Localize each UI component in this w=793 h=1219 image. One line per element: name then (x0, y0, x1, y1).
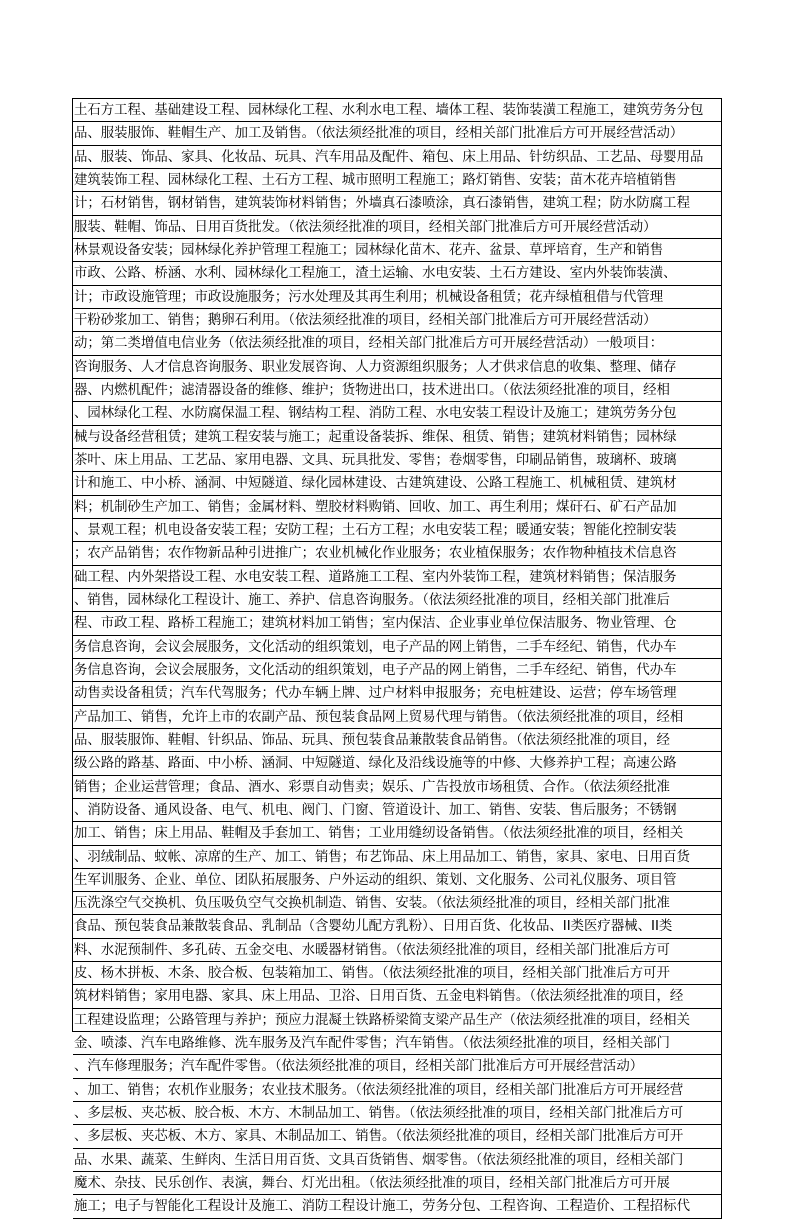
table-row: 土石方工程、基础建设工程、园林绿化工程、水利水电工程、墙体工程、装饰装潢工程施工，建筑劳务分包 (73, 99, 722, 122)
table-row: 动；第二类增值电信业务（依法须经批准的项目，经相关部门批准后方可开展经营活动）一般项目： (73, 332, 722, 355)
table-row: 魔术、杂技、民乐创作、表演，舞台、灯光出租。（依法须经批准的项目，经相关部门批准后方可开展 (73, 1172, 722, 1195)
table-row: 、加工、销售；农机作业服务；农业技术服务。（依法须经批准的项目，经相关部门批准后方可开展经营 (73, 1079, 722, 1102)
table-row: 咨询服务、人才信息咨询服务、职业发展咨询、人力资源组织服务；人才供求信息的收集、整理、储存 (73, 356, 722, 379)
table-row: 金、喷漆、汽车电路维修、洗车服务及汽车配件零售；汽车销售。（依法须经批准的项目，经相关部门 (73, 1032, 722, 1055)
table-row: 品、服装服饰、鞋帽生产、加工及销售。（依法须经批准的项目，经相关部门批准后方可开展经营活动） (73, 122, 722, 145)
table-row: 务信息咨询，会议会展服务，文化活动的组织策划，电子产品的网上销售，二手车经纪、销售，代办车 (73, 659, 722, 682)
table-row: 、多层板、夹芯板、木方、家具、木制品加工、销售。（依法须经批准的项目，经相关部门批准后方可开 (73, 1125, 722, 1148)
table-row: 品、水果、蔬菜、生鲜肉、生活日用百货、文具百货销售、烟零售。（依法须经批准的项目，经相关部门 (73, 1149, 722, 1172)
table-row: 料、水泥预制件、多孔砖、五金交电、水暖器材销售。（依法须经批准的项目，经相关部门批准后方可 (73, 939, 722, 962)
table-row: 计；石材销售，钢材销售，建筑装饰材料销售；外墙真石漆喷涂，真石漆销售，建筑工程；防水防腐工程 (73, 192, 722, 215)
table-row: 品、服装服饰、鞋帽、针织品、饰品、玩具、预包装食品兼散装食品销售。（依法须经批准的项目，经 (73, 729, 722, 752)
table-row: 加工、销售；床上用品、鞋帽及手套加工、销售；工业用缝纫设备销售。（依法须经批准的项目，经相关 (73, 822, 722, 845)
table-row: 工程建设监理；公路管理与养护；预应力混凝土铁路桥梁简支梁产品生产（依法须经批准的项目，经相关 (73, 1009, 722, 1032)
table-row: 级公路的路基、路面、中小桥、涵洞、中短隧道、绿化及沿线设施等的中修、大修养护工程；高速公路 (73, 752, 722, 775)
table-row: 茶叶、床上用品、工艺品、家用电器、文具、玩具批发、零售；卷烟零售，印刷品销售，玻璃杯、玻璃 (73, 449, 722, 472)
business-scope-table (72, 98, 722, 1215)
table-row: 、销售，园林绿化工程设计、施工、养护、信息咨询服务。（依法须经批准的项目，经相关部门批准后 (73, 589, 722, 612)
table-row: 压洗涤空气交换机、负压吸负空气交换机制造、销售、安装。（依法须经批准的项目，经相关部门批准 (73, 892, 722, 915)
table-row: 务信息咨询，会议会展服务，文化活动的组织策划，电子产品的网上销售，二手车经纪、销售，代办车 (73, 636, 722, 659)
table-row: 动售卖设备租赁；汽车代驾服务；代办车辆上牌、过户材料申报服务；充电桩建设、运营；停车场管理 (73, 682, 722, 705)
table-row: 程、市政工程、路桥工程施工；建筑材料加工销售；室内保洁、企业事业单位保洁服务、物业管理、仓 (73, 612, 722, 635)
table-row: 、园林绿化工程、水防腐保温工程、钢结构工程、消防工程、水电安装工程设计及施工；建筑劳务分包 (73, 402, 722, 425)
table-row: 、汽车修理服务；汽车配件零售。（依法须经批准的项目，经相关部门批准后方可开展经营活动） (73, 1055, 722, 1078)
table-row: 计；市政设施管理；市政设施服务；污水处理及其再生利用；机械设备租赁；花卉绿植租借与代管理 (73, 286, 722, 309)
table-row: 、多层板、夹芯板、胶合板、木方、木制品加工、销售。（依法须经批准的项目，经相关部门批准后方可 (73, 1102, 722, 1125)
table-row: 、消防设备、通风设备、电气、机电、阀门、门窗、管道设计、加工、销售、安装、售后服务；不锈钢 (73, 799, 722, 822)
table-row: 、景观工程；机电设备安装工程；安防工程；土石方工程；水电安装工程；暖通安装；智能化控制安装 (73, 519, 722, 542)
table-row: 市政、公路、桥涵、水利、园林绿化工程施工，渣土运输、水电安装、土石方建设、室内外装饰装潢、 (73, 262, 722, 285)
table-row: 食品、预包装食品兼散装食品、乳制品（含婴幼儿配方乳粉）、日用百货、化妆品、II类医疗器械、II类 (73, 915, 722, 938)
table-row: 林景观设备安装；园林绿化养护管理工程施工；园林绿化苗木、花卉、盆景、草坪培育，生产和销售 (73, 239, 722, 262)
table-row: 皮、杨木拼板、木条、胶合板、包装箱加工、销售。（依法须经批准的项目，经相关部门批准后方可开 (73, 962, 722, 985)
table-row: 计和施工、中小桥、涵洞、中短隧道、绿化园林建设、古建筑建设、公路工程施工、机械租赁、建筑材 (73, 472, 722, 495)
table-row: 建筑装饰工程、园林绿化工程、土石方工程、城市照明工程施工；路灯销售、安装；苗木花卉培植销售 (73, 169, 722, 192)
table-row: 础工程、内外架搭设工程、水电安装工程、道路施工工程、室内外装饰工程，建筑材料销售；保洁服务 (73, 566, 722, 589)
table-row: 服装、鞋帽、饰品、日用百货批发。（依法须经批准的项目，经相关部门批准后方可开展经营活动） (73, 216, 722, 239)
table-row: 械与设备经营租赁；建筑工程安装与施工；起重设备装拆、维保、租赁、销售；建筑材料销售；园林绿 (73, 426, 722, 449)
table-row: 产品加工、销售，允许上市的农副产品、预包装食品网上贸易代理与销售。（依法须经批准的项目，经相 (73, 706, 722, 729)
table-row: 生军训服务、企业、单位、团队拓展服务、户外运动的组织、策划、文化服务、公司礼仪服务、项目管 (73, 869, 722, 892)
table-row: 干粉砂浆加工、销售；鹅卵石利用。（依法须经批准的项目，经相关部门批准后方可开展经营活动） (73, 309, 722, 332)
table-row: 销售；企业运营管理；食品、酒水、彩票自动售卖；娱乐、广告投放市场租赁、合作。（依法须经批准 (73, 776, 722, 799)
table-row: 施工；电子与智能化工程设计及施工、消防工程设计施工，劳务分包、工程咨询、工程造价、工程招标代 (73, 1195, 722, 1218)
table-row: ；农产品销售；农作物新品种引进推广；农业机械化作业服务；农业植保服务；农作物种植技术信息咨 (73, 542, 722, 565)
table-row: 、羽绒制品、蚊帐、凉席的生产、加工、销售；布艺饰品、床上用品加工、销售，家具、家电、日用百货 (73, 846, 722, 869)
table-row: 器、内燃机配件；滤清器设备的维修、维护；货物进出口，技术进出口。（依法须经批准的项目，经相 (73, 379, 722, 402)
table-row: 品、服装、饰品、家具、化妆品、玩具、汽车用品及配件、箱包、床上用品、针纺织品、工艺品、母婴用品 (73, 146, 722, 169)
table-row: 筑材料销售；家用电器、家具、床上用品、卫浴、日用百货、五金电料销售。（依法须经批准的项目，经 (73, 985, 722, 1008)
table-row: 料；机制砂生产加工、销售；金属材料、塑胶材料购销、回收、加工、再生利用；煤矸石、矿石产品加 (73, 496, 722, 519)
